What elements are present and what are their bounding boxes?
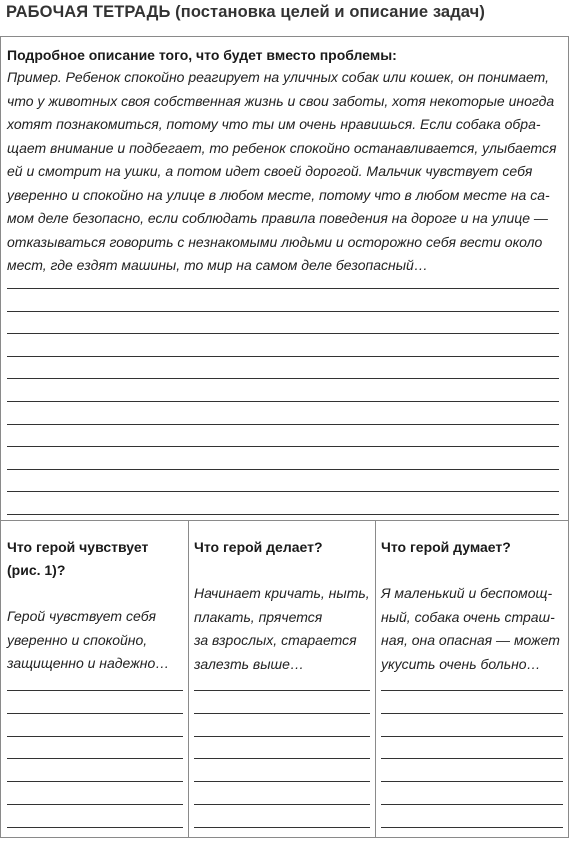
writing-line[interactable] xyxy=(7,736,183,737)
section-label: Подробное описание того, что будет вместо проблемы: xyxy=(7,47,397,63)
column-example-line: за взрослых, старается xyxy=(194,632,357,648)
column-example-line: Герой чувствует себя xyxy=(7,608,156,624)
writing-line[interactable] xyxy=(7,758,183,759)
writing-line[interactable] xyxy=(7,446,559,447)
writing-line[interactable] xyxy=(7,469,559,470)
column-example-line: уверенно и спокойно, xyxy=(7,631,148,648)
example-line: Пример. Ребенок спокойно реагирует на уличных собак или кошек, он понимает, xyxy=(7,69,550,85)
column-heading-line: (рис. 1)? xyxy=(7,562,66,578)
example-line: хотят познакомиться, потому что ты им очень нравишься. Если собака обра- xyxy=(7,116,541,132)
column-example-line: защищенно и надежно… xyxy=(7,655,170,671)
example-line: мест, где ездят машины, то мир на самом деле безопасный… xyxy=(7,257,428,273)
column-heading-line: Что герой делает? xyxy=(194,539,323,555)
writing-line[interactable] xyxy=(7,491,559,492)
column-example-line: ная, она опасная — может xyxy=(381,632,560,648)
column-divider xyxy=(375,521,376,838)
example-line: ей и смотрит на ушки, а потом идет своей дорогой. Мальчик чувствует себя xyxy=(7,163,533,179)
writing-line[interactable] xyxy=(7,827,183,828)
writing-line[interactable] xyxy=(7,690,183,691)
writing-line[interactable] xyxy=(381,736,563,737)
column-divider xyxy=(188,521,189,838)
writing-line[interactable] xyxy=(381,804,563,805)
writing-line[interactable] xyxy=(7,514,559,515)
writing-line[interactable] xyxy=(7,781,183,782)
writing-line[interactable] xyxy=(194,713,370,714)
writing-line[interactable] xyxy=(194,827,370,828)
example-line: щает внимание и подбегает, то ребенок спокойно останавливается, улыбается xyxy=(7,139,557,156)
column-example-line: укусить очень больно… xyxy=(381,655,541,672)
writing-line[interactable] xyxy=(7,401,559,402)
writing-line[interactable] xyxy=(194,758,370,759)
column-example-line: Начинает кричать, ныть, xyxy=(194,585,370,601)
writing-line[interactable] xyxy=(381,690,563,691)
column-example-feels xyxy=(7,605,169,676)
column-example-does xyxy=(194,582,370,676)
column-heading-line: Что герой чувствует xyxy=(7,539,149,555)
example-line: мом деле безопасно, если соблюдать правила поведения на дороге и на улице — xyxy=(7,210,548,226)
writing-line[interactable] xyxy=(7,804,183,805)
writing-line[interactable] xyxy=(194,690,370,691)
column-heading-line: Что герой думает? xyxy=(381,539,511,555)
writing-line[interactable] xyxy=(7,333,559,334)
writing-line[interactable] xyxy=(7,311,559,312)
writing-line[interactable] xyxy=(7,356,559,357)
column-example-line: ный, собака очень страш- xyxy=(381,608,555,625)
writing-line[interactable] xyxy=(381,758,563,759)
writing-line[interactable] xyxy=(7,424,559,425)
writing-line[interactable] xyxy=(194,736,370,737)
writing-line[interactable] xyxy=(381,713,563,714)
page-title: РАБОЧАЯ ТЕТРАДЬ (постановка целей и описание задач) xyxy=(6,3,485,21)
writing-line[interactable] xyxy=(194,781,370,782)
example-line: что у животных своя собственная жизнь и свои заботы, хотя некоторые иногда xyxy=(7,92,555,109)
writing-line[interactable] xyxy=(7,288,559,289)
column-heading-thinks xyxy=(381,536,511,559)
writing-line[interactable] xyxy=(7,378,559,379)
writing-line[interactable] xyxy=(7,713,183,714)
column-example-line: плакать, прячется xyxy=(194,608,323,625)
column-heading-does xyxy=(194,536,323,559)
example-line: отказываться говорить с незнакомыми людьми и осторожно себя вести около xyxy=(7,233,543,250)
writing-line[interactable] xyxy=(194,804,370,805)
column-example-line: залезть выше… xyxy=(194,655,304,672)
example-paragraph xyxy=(7,66,555,278)
example-line: уверенно и спокойно на улице в любом месте, потому что в любом месте на са- xyxy=(7,186,550,203)
column-heading-feels xyxy=(7,536,148,582)
writing-line[interactable] xyxy=(381,781,563,782)
column-example-line: Я маленький и беспомощ- xyxy=(381,585,553,601)
writing-line[interactable] xyxy=(381,827,563,828)
column-example-thinks xyxy=(381,582,560,676)
